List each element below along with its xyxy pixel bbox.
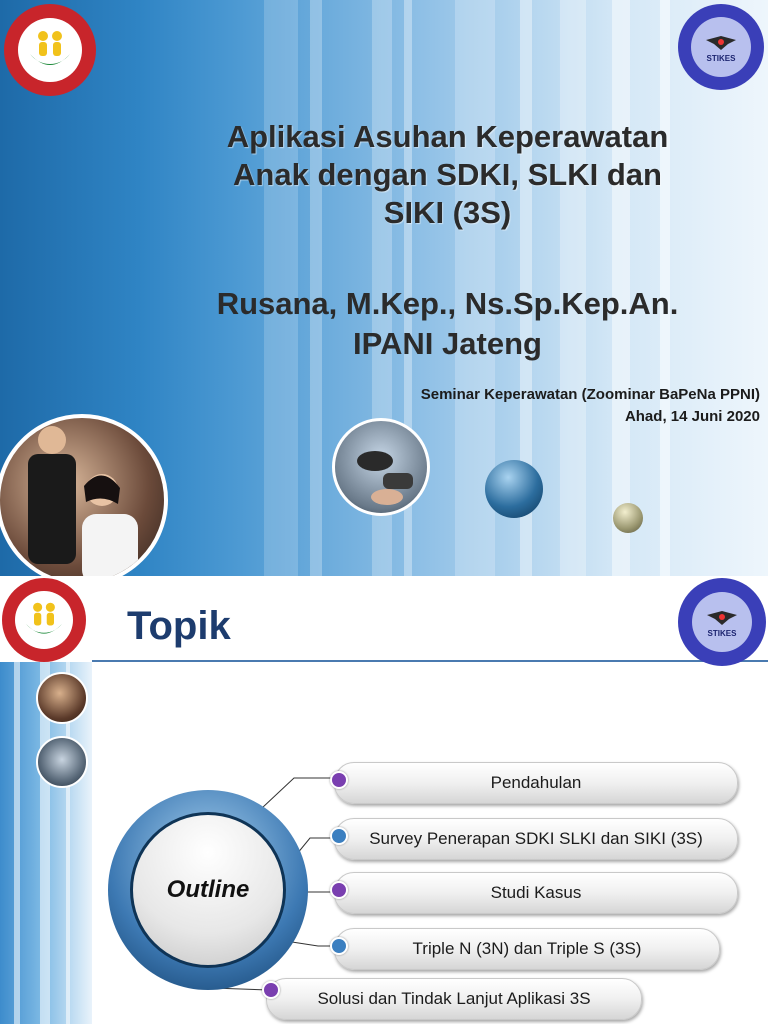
ipani-emblem-icon bbox=[18, 18, 82, 82]
ipani-logo bbox=[4, 4, 96, 96]
bullet-dot-icon bbox=[330, 937, 348, 955]
outline-item-2[interactable] bbox=[334, 818, 738, 860]
event-date: Ahad, 14 Juni 2020 bbox=[624, 408, 760, 425]
stikes-logo-text: STIKES bbox=[706, 53, 736, 63]
outline-item-label: Survey Penerapan SDKI SLKI dan SIKI (3S) bbox=[369, 829, 703, 848]
topics-slide bbox=[0, 576, 768, 1024]
event-name: Seminar Keperawatan (Zoominar BaPeNa PPNI) bbox=[420, 386, 760, 403]
stikes-logo-text: STIKES bbox=[707, 628, 737, 638]
outline-item-label: Triple N (3N) dan Triple S (3S) bbox=[412, 939, 642, 958]
title-line: Aplikasi Asuhan Keperawatan bbox=[226, 119, 669, 154]
outline-item-label: Pendahulan bbox=[490, 773, 582, 792]
outline-item-3[interactable] bbox=[334, 872, 738, 914]
decor-sphere bbox=[613, 503, 643, 533]
title-line: SIKI (3S) bbox=[383, 195, 512, 230]
event-info bbox=[421, 384, 760, 428]
slide-title bbox=[150, 118, 745, 232]
outline-item-label: Studi Kasus bbox=[490, 883, 582, 902]
decor-sphere bbox=[485, 460, 543, 518]
author-name: Rusana, M.Kep., Ns.Sp.Kep.An. bbox=[216, 286, 679, 321]
slide-title: Topik bbox=[127, 604, 231, 648]
outline-item-4[interactable] bbox=[334, 928, 720, 970]
outline-item-5[interactable] bbox=[266, 978, 642, 1020]
outline-item-label: Solusi dan Tindak Lanjut Aplikasi 3S bbox=[317, 989, 591, 1008]
bullet-dot-icon bbox=[330, 771, 348, 789]
outline-circle bbox=[108, 790, 308, 990]
stikes-logo bbox=[678, 4, 764, 90]
bullet-dot-icon bbox=[330, 827, 348, 845]
wings-icon bbox=[704, 32, 738, 52]
bullet-dot-icon bbox=[262, 981, 280, 999]
business-people-photo bbox=[0, 414, 168, 576]
outline-label: Outline bbox=[166, 876, 250, 903]
outline-item-1[interactable] bbox=[334, 762, 738, 804]
title-line: Anak dengan SDKI, SLKI dan bbox=[233, 157, 662, 192]
handshake-photo bbox=[332, 418, 430, 516]
author-org: IPANI Jateng bbox=[353, 326, 542, 361]
author-block bbox=[150, 284, 745, 364]
bullet-dot-icon bbox=[330, 881, 348, 899]
